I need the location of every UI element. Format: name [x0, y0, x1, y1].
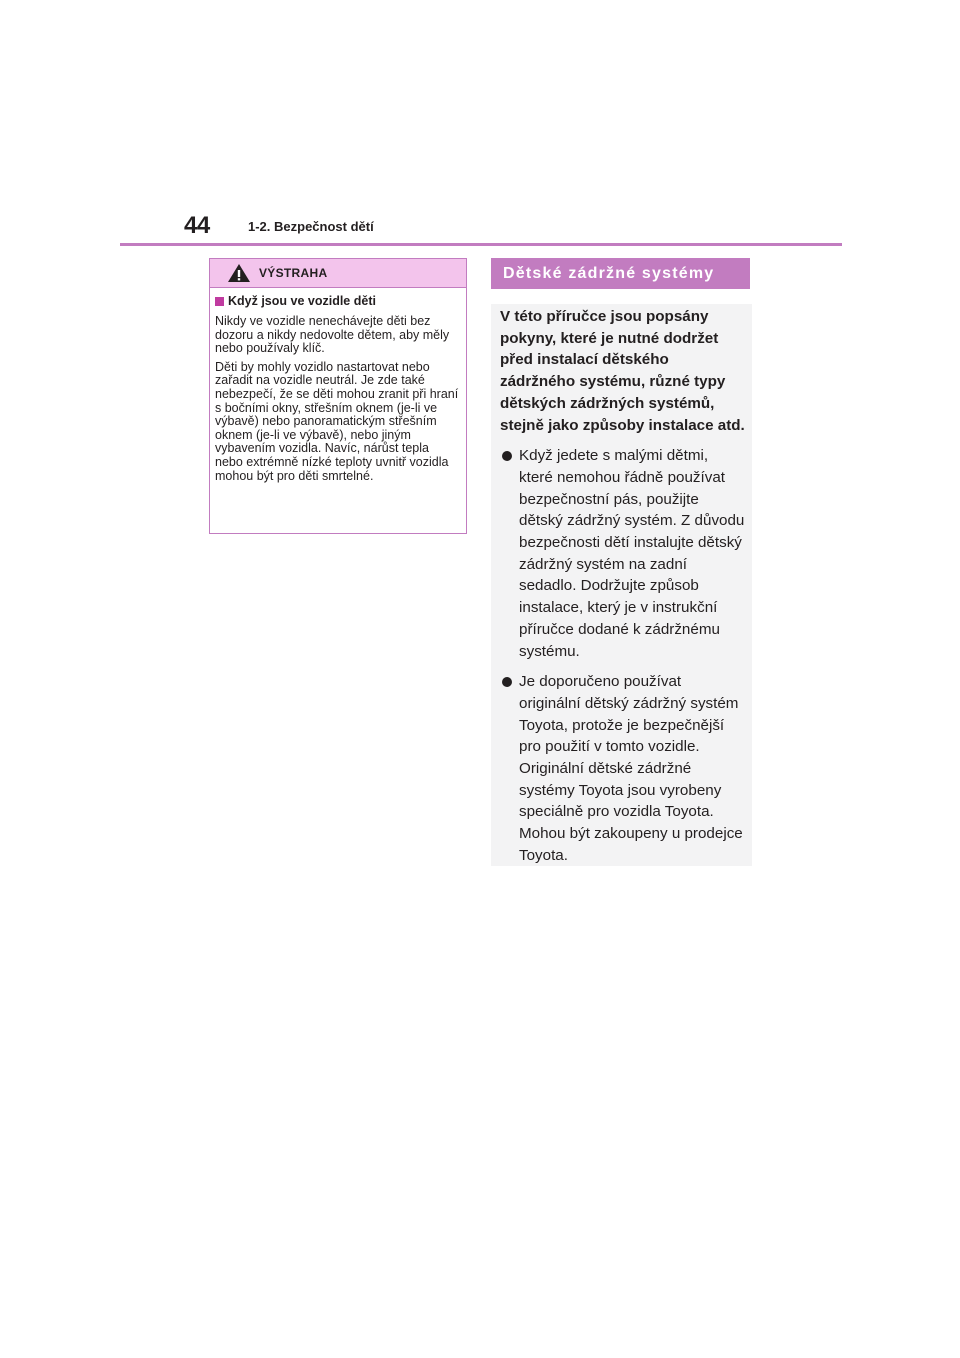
list-item-text: Je doporučeno používat originální dětský zádržný systém Toyota, protože je bezpečnější pro použití v tomto vozidle. Originální dětské zádržné systémy Toyota jsou vyrobeny speciálně pro vozidla Toyota. Mohou být zakoupeny u prodejce Toyota. [519, 673, 743, 864]
header-rule [120, 243, 842, 246]
warning-paragraph: Nikdy ve vozidle nenechávejte děti bez dozoru a nikdy nedovolte dětem, aby měly nebo používaly klíč. [215, 314, 450, 356]
warning-paragraph: Děti by mohly vozidlo nastartovat nebo zařadit na vozidle neutrál. Je zde také nebezpečí, že se děti mohou zranit při hraní s bočními okny, střešním oknem (je-li ve výbavě) nebo panoramatickým střešním oknem (je-li ve výbavě), nebo jiným vybavením vozidla. Navíc, nárůst tepla nebo extrémně nízké teploty uvnitř vozidla mohou být pro děti smrtelné. [215, 359, 459, 483]
round-bullet-icon [502, 677, 512, 687]
list-item [500, 445, 746, 662]
page-number: 44 [184, 212, 210, 239]
warning-heading [215, 294, 460, 309]
list-item [500, 671, 746, 866]
round-bullet-icon [502, 451, 512, 461]
warning-heading-text: Když jsou ve vozidle děti [228, 294, 376, 308]
child-restraint-panel [491, 304, 752, 866]
child-restraint-intro: V této příručce jsou popsány pokyny, které je nutné dodržet před instalací dětského zádržného systému, různé typy dětských zádržných systémů, stejně jako způsoby instalace atd. [500, 308, 745, 434]
square-bullet-icon [215, 297, 224, 306]
list-item-text: Když jedete s malými dětmi, které nemohou řádně používat bezpečnostní pás, použijte dětský zádržný systém. Z důvodu bezpečnosti dětí instalujte dětský zádržný systém na zadní sedadlo. Dodržujte způsob instalace, který je v instrukční příručce dodané k zádržnému systému. [519, 447, 745, 660]
warning-header [210, 259, 466, 288]
warning-body [210, 288, 466, 483]
warning-label: VÝSTRAHA [259, 266, 328, 280]
warning-box [209, 258, 467, 534]
child-restraint-title: Dětské zádržné systémy [491, 258, 750, 289]
section-title: 1-2. Bezpečnost dětí [248, 219, 374, 234]
warning-triangle-icon [227, 263, 251, 283]
